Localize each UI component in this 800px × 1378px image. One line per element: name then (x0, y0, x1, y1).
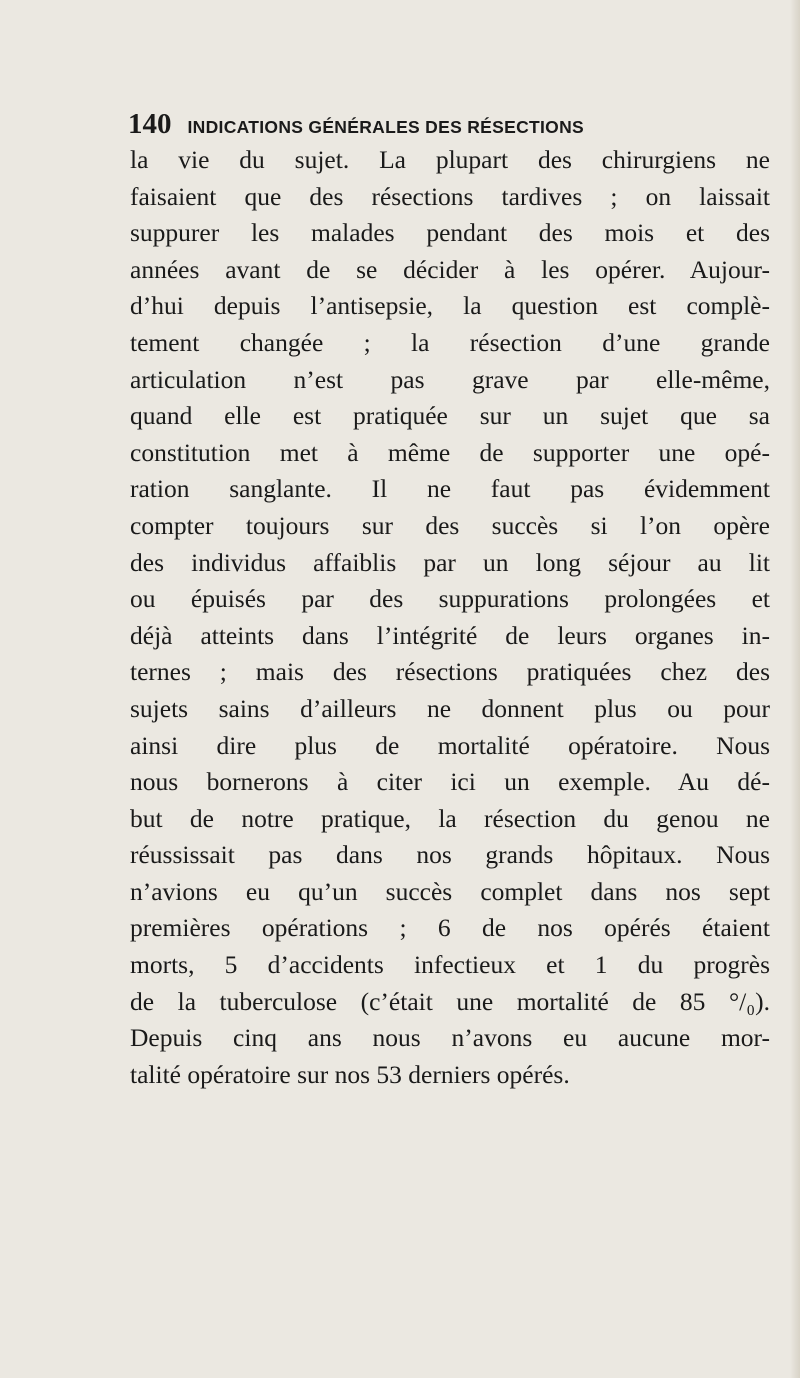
text-line: but de notre pratique, la résection du genou ne (130, 803, 770, 833)
text-line: morts, 5 d’accidents infectieux et 1 du progrès (130, 950, 770, 980)
text-line: nous bornerons à citer ici un exemple. Au dé- (130, 767, 770, 797)
text-line: tement changée ; la résection d’une grande (130, 327, 770, 357)
body-paragraph (130, 142, 770, 1093)
text-line: articulation n’est pas grave par elle-même, (130, 364, 770, 394)
text-line: ou épuisés par des suppurations prolongées et (130, 584, 770, 614)
text-line: d’hui depuis l’antisepsie, la question est complè- (130, 291, 770, 321)
text-line: constitution met à même de supporter une opé- (130, 437, 770, 467)
text-line: la vie du sujet. La plupart des chirurgiens ne (130, 145, 770, 174)
text-line: ainsi dire plus de mortalité opératoire. Nous (130, 730, 770, 760)
running-title: INDICATIONS GÉNÉRALES DES RÉSECTIONS (187, 117, 584, 137)
text-line: suppurer les malades pendant des mois et des (130, 218, 770, 248)
text-line: talité opératoire sur nos 53 derniers opérés. (130, 1059, 570, 1089)
page-header (128, 108, 768, 144)
text-line: ration sanglante. Il ne faut pas évidemment (130, 474, 770, 504)
text-line: réussissait pas dans nos grands hôpitaux. Nous (130, 840, 770, 870)
text-line: n’avions eu qu’un succès complet dans nos sept (130, 876, 770, 906)
text-line: premières opérations ; 6 de nos opérés étaient (130, 913, 770, 943)
text-line: Depuis cinq ans nous n’avons eu aucune mor- (130, 1023, 770, 1053)
text-line: années avant de se décider à les opérer. Aujour- (130, 254, 770, 284)
text-line: faisaient que des résections tardives ; on laissait (130, 181, 770, 211)
page-edge-shadow (790, 0, 800, 1378)
text-line: déjà atteints dans l’intégrité de leurs organes in- (130, 620, 770, 650)
text-line: sujets sains d’ailleurs ne donnent plus ou pour (130, 693, 770, 723)
page-number: 140 (128, 108, 172, 140)
text-line: des individus affaiblis par un long séjour au lit (130, 547, 770, 577)
text-line: de la tuberculose (c’était une mortalité de 85 °/₀). (130, 986, 770, 1016)
text-line: compter toujours sur des succès si l’on opère (130, 510, 770, 540)
text-line: quand elle est pratiquée sur un sujet que sa (130, 401, 770, 431)
text-line: ternes ; mais des résections pratiquées chez des (130, 657, 770, 687)
